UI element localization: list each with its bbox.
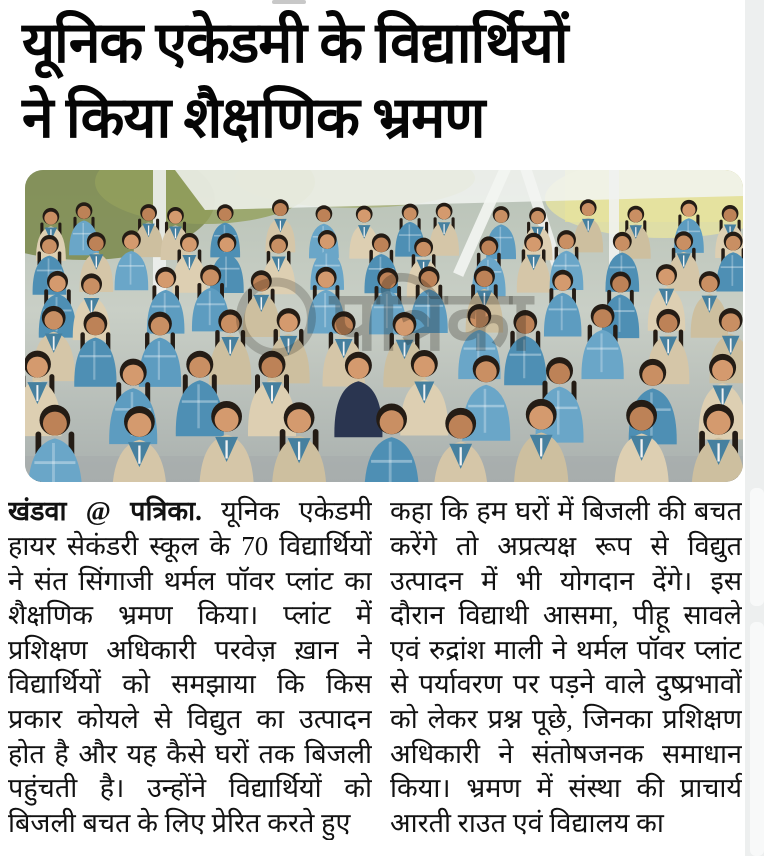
column-2-text: कहा कि हम घरों में बिजली की बचत करेंगे तो अप्रत्यक्ष रूप से विद्युत उत्पादन में भी योगदान देंगे। इस दौरान विद्याथी आसमा, पीहू सावले एवं रुद्रांश माली ने थर्मल पॉवर प्लांट से पर्यावरण पर पड़ने वाले दुष्प्रभावों को लेकर प्रश्न पूछे, जिनका प्रशिक्षण अधिकारी ने संतोषजनक समाधान किया। भ्रमण में संस्था की प्राचार्य आरती राउत एवं विद्यालय का: [390, 496, 742, 838]
group-photo: [25, 170, 743, 482]
article-column-2: [390, 494, 742, 840]
headline-line-2: ने किया शैक्षणिक भ्रमण: [22, 87, 485, 151]
scan-edge-strip: [745, 0, 764, 856]
dateline: खंडवा @ पत्रिका.: [8, 496, 202, 527]
adjacent-column-sliver: [750, 622, 764, 856]
headline-line-1: यूनिक एकेडमी के विद्यार्थियों: [22, 12, 568, 75]
column-1-text: यूनिक एकेडमी हायर सेकंडरी स्कूल के 70 विद्यार्थियों ने संत सिंगाजी थर्मल पॉवर प्लांट का शैक्षणिक भ्रमण किया। प्लांट में प्रशिक्षण अधिकारी परवेज़ ख़ान ने विद्यार्थियों को समझाया कि किस प्रकार कोयले से विद्युत का उत्पादन होत है और यह कैसे घरों तक बिजली पहुंचती है। उन्होंने विद्यार्थियों को बिजली बचत के लिए प्रेरित करते हुए: [8, 496, 372, 838]
group-photo-illustration: [25, 170, 743, 482]
article-headline: [22, 6, 744, 156]
article-column-1: [8, 494, 372, 840]
adjacent-column-sliver: [750, 488, 764, 606]
article-body: [0, 484, 764, 840]
watermark-text: पत्रिका: [329, 275, 533, 369]
scan-artifact-top: [272, 0, 306, 4]
